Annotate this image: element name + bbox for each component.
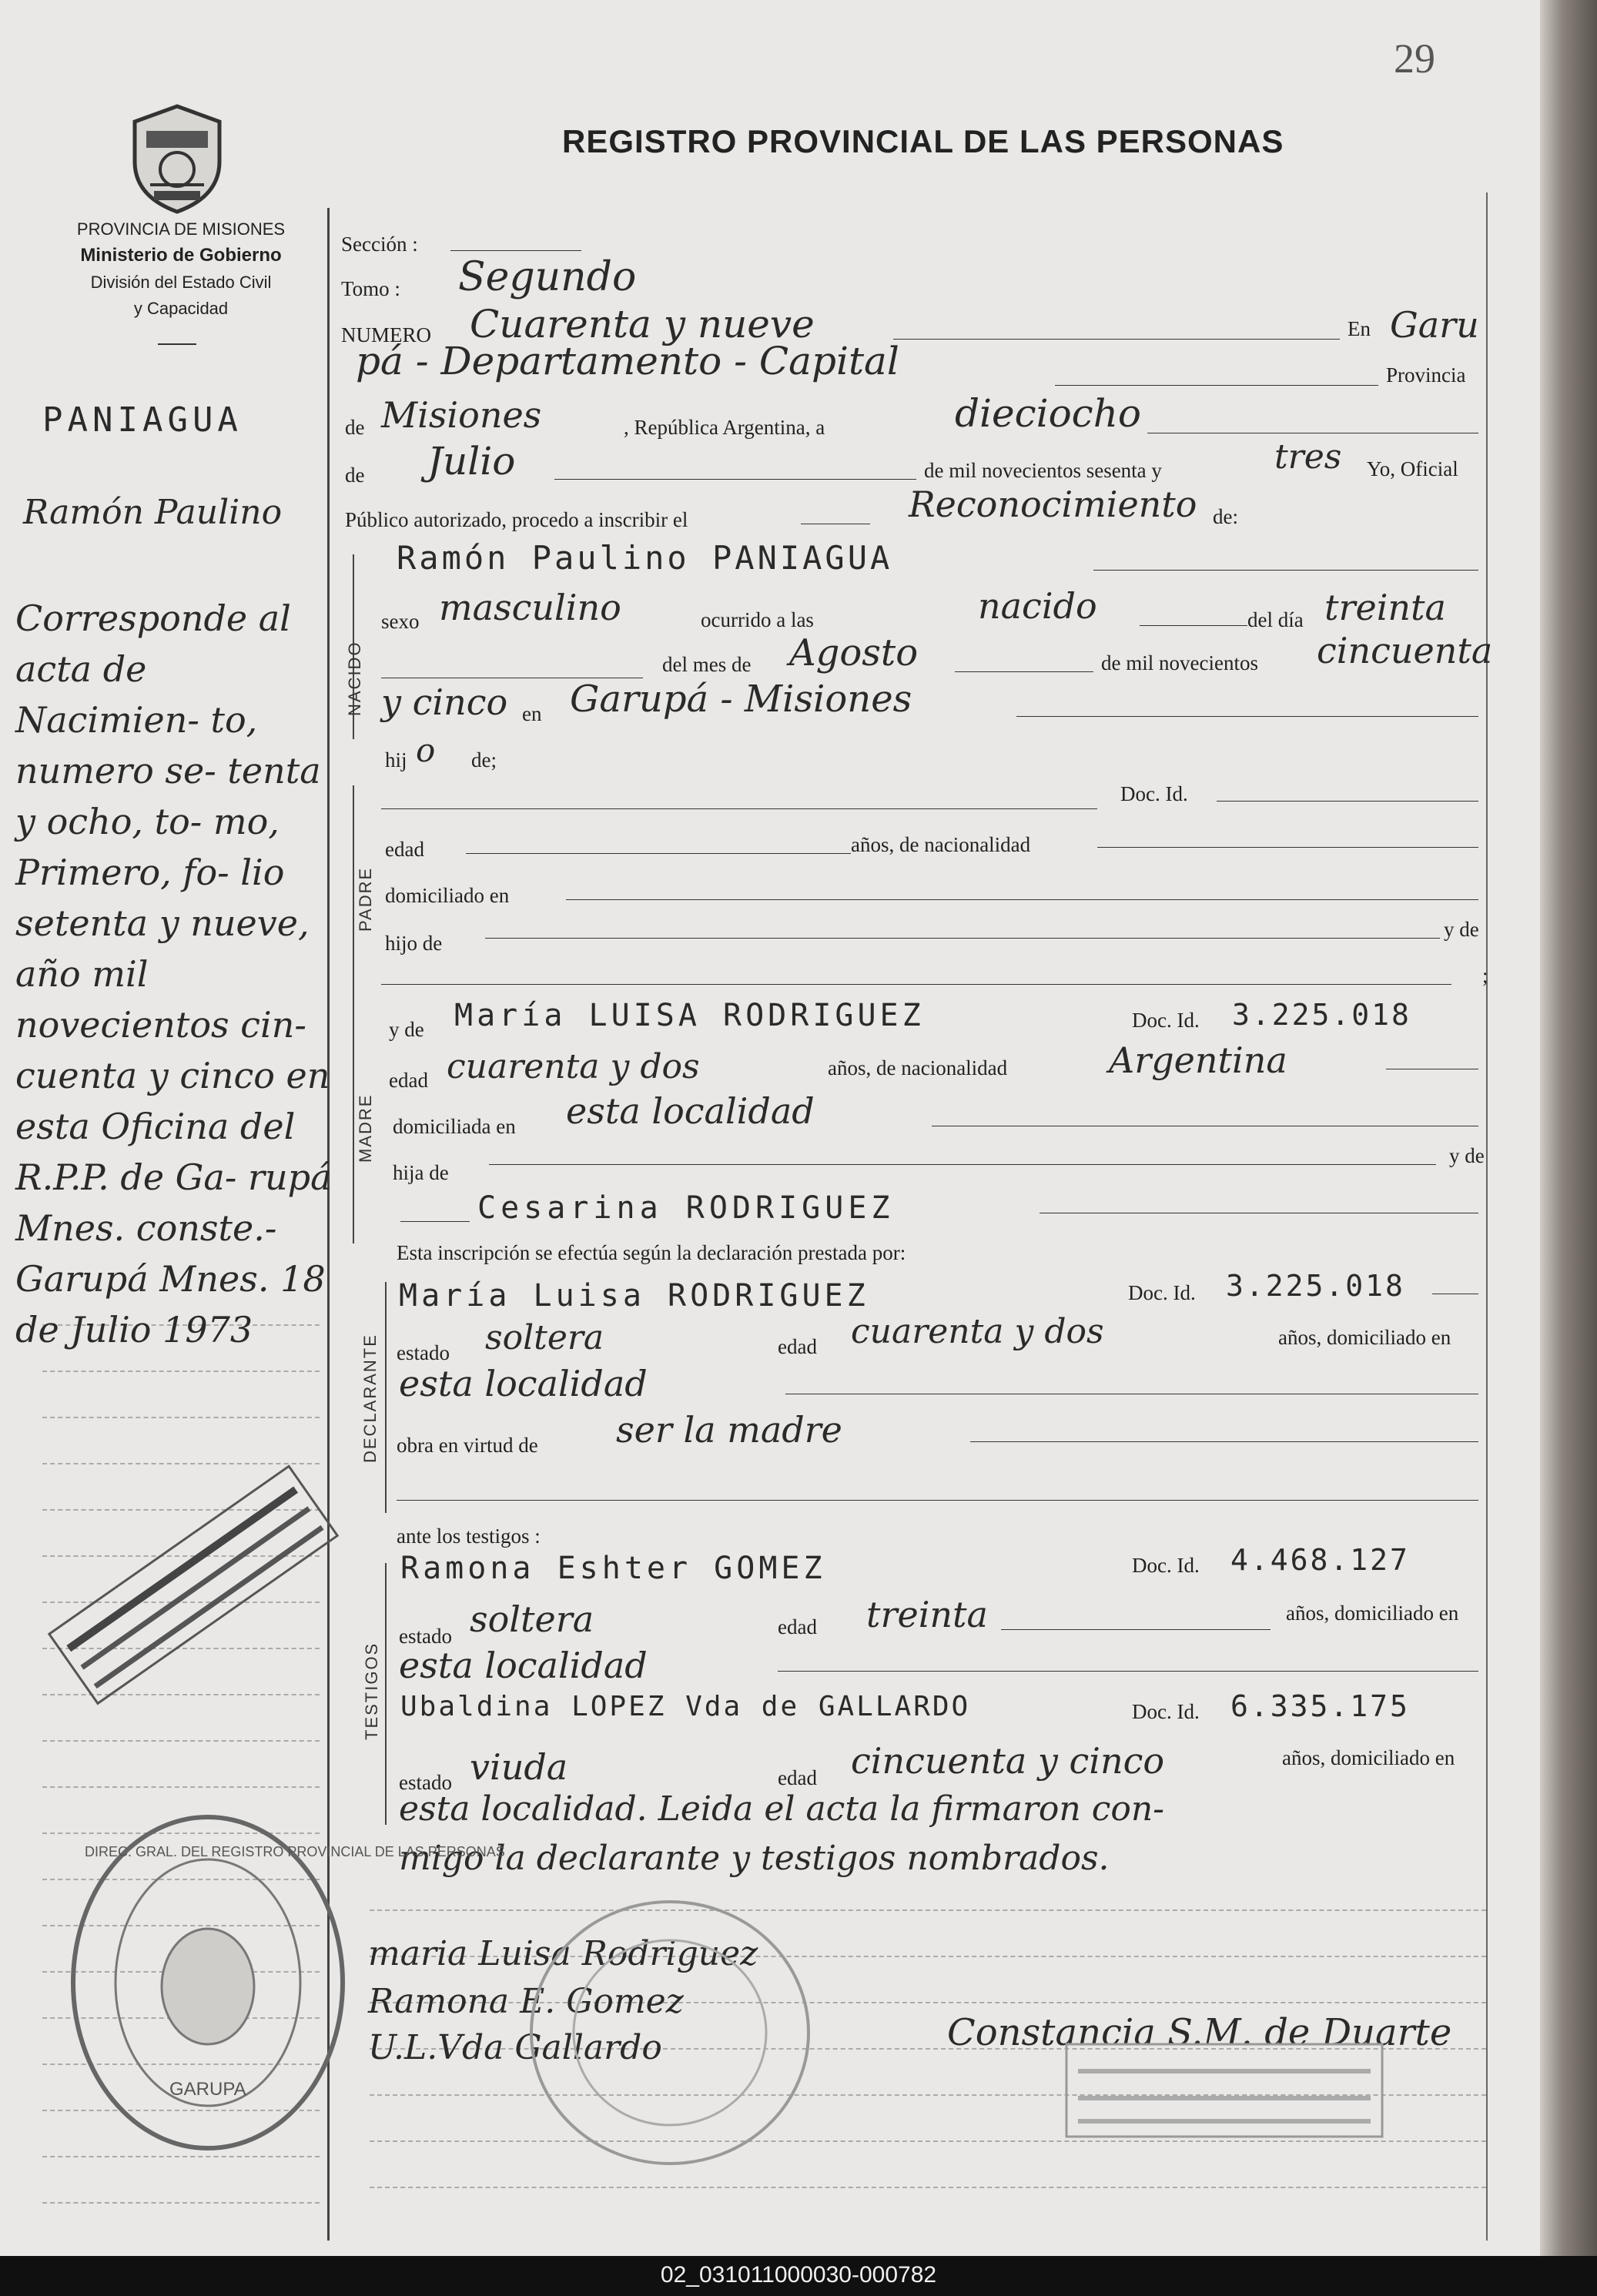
- label-mil-2: de mil novecientos: [1101, 651, 1258, 674]
- value-year: tres: [1274, 437, 1342, 477]
- value-act: Reconocimiento: [909, 484, 1197, 525]
- declarante-label-estado: estado: [397, 1341, 450, 1364]
- madre-label-y-de-2: y de: [1449, 1144, 1485, 1167]
- madre-label-y-de: y de: [389, 1018, 424, 1041]
- margin-stamp-icon: [31, 1432, 339, 1740]
- testigo-2-domicilio: esta localidad. Leida el acta la firmaron con-: [399, 1789, 1165, 1829]
- testigo-2-label-doc: Doc. Id.: [1132, 1700, 1200, 1723]
- testigo-2-doc: 6.335.175: [1230, 1689, 1410, 1723]
- value-place: pá - Departamento - Capital: [356, 339, 899, 383]
- madre-domicilio: esta localidad: [566, 1090, 815, 1132]
- round-stamp-icon: [65, 1809, 350, 2156]
- official-stamp-icon: [1063, 2040, 1386, 2140]
- testigo-2-edad: cincuenta y cinco: [851, 1740, 1165, 1782]
- label-yo: Yo, Oficial: [1367, 457, 1458, 480]
- declarante-name: María Luisa RODRIGUEZ: [399, 1278, 869, 1314]
- value-lugar: Garupá - Misiones: [570, 678, 912, 721]
- madre-doc: 3.225.018: [1232, 998, 1411, 1032]
- value-month: Julio: [427, 439, 516, 484]
- signature-testigo-2: U.L.Vda Gallardo: [368, 2028, 662, 2067]
- margin-annotation: Corresponde al acta de Nacimien- to, numero se- tenta y ocho, to- mo, Primero, fo- lio setenta y nueve, año mil novecientos cin- cuenta y cinco en esta Oficina del R.P.P. de Ga- rupá Mnes. conste.- Garupá Mnes. 18 de Julio 1973: [15, 597, 332, 1350]
- filename-label: 02_031011000030-000782: [660, 2262, 937, 2288]
- testigo-1-label-edad: edad: [778, 1615, 817, 1638]
- madre-label-edad: edad: [389, 1069, 428, 1092]
- header-division: División del Estado Civil: [90, 273, 272, 292]
- declarante-label-anios: años, domiciliado en: [1278, 1326, 1451, 1349]
- label-de-1: de: [345, 416, 365, 439]
- value-anio-2: y cinco: [381, 681, 508, 723]
- header-capacity: y Capacidad: [133, 299, 229, 318]
- declarante-edad: cuarenta y dos: [851, 1312, 1104, 1351]
- testigos-label-ante: ante los testigos :: [397, 1525, 541, 1548]
- signature-declarante: maria Luisa Rodriguez: [368, 1934, 758, 1973]
- signature-testigo-1: Ramona E. Gomez: [368, 1982, 684, 2021]
- padre-semicolon: ;: [1482, 964, 1488, 987]
- madre-name: María LUISA RODRIGUEZ: [454, 998, 925, 1033]
- testigo-2-estado: viuda: [470, 1746, 568, 1788]
- value-sexo: masculino: [439, 587, 621, 628]
- testigo-1-name: Ramona Eshter GOMEZ: [400, 1551, 826, 1586]
- madre-nacionalidad: Argentina: [1109, 1039, 1287, 1081]
- label-republica: , República Argentina, a: [624, 416, 825, 439]
- round-stamp-sub: GARUPA: [169, 2079, 246, 2100]
- value-day: dieciocho: [955, 391, 1141, 436]
- label-de-3: de:: [1213, 505, 1238, 528]
- document-title: REGISTRO PROVINCIAL DE LAS PERSONAS: [562, 123, 1284, 159]
- declarante-domicilio: esta localidad: [399, 1363, 648, 1404]
- section-nacido: NACIDO: [345, 641, 364, 716]
- value-hij: o: [416, 731, 436, 769]
- value-numero: Cuarenta y nueve: [470, 302, 815, 346]
- testigo-1-label-anios: años, domiciliado en: [1286, 1602, 1459, 1625]
- section-declarante: DECLARANTE: [360, 1334, 380, 1463]
- label-de-4: de;: [471, 748, 497, 771]
- label-tomo: Tomo :: [341, 277, 400, 300]
- label-mil: de mil novecientos sesenta y: [924, 459, 1162, 482]
- testigo-2-name: Ubaldina LOPEZ Vda de GALLARDO: [400, 1691, 971, 1722]
- label-en-2: en: [522, 702, 542, 725]
- page-edge: [1540, 0, 1597, 2256]
- declaracion-text: Esta inscripción se efectúa según la declaración prestada por:: [397, 1241, 906, 1264]
- padre-label-y-de: y de: [1444, 918, 1479, 941]
- value-ocurrido: nacido: [978, 585, 1097, 627]
- testigo-1-label-doc: Doc. Id.: [1132, 1554, 1200, 1577]
- testigo-2-label-estado: estado: [399, 1771, 452, 1794]
- value-provincia: Misiones: [381, 394, 542, 436]
- testigo-1-domicilio: esta localidad: [399, 1645, 648, 1686]
- declarante-obra: ser la madre: [616, 1409, 842, 1451]
- center-stamp-icon: [524, 1894, 816, 2171]
- value-mes: Agosto: [789, 631, 919, 674]
- province-crest-icon: [123, 100, 231, 216]
- header-province: PROVINCIA DE MISIONES: [76, 219, 286, 239]
- testigo-1-edad: treinta: [866, 1594, 988, 1635]
- label-provincia: Provincia: [1386, 363, 1466, 387]
- label-del-mes: del mes de: [662, 653, 752, 676]
- madre-label-doc: Doc. Id.: [1132, 1009, 1200, 1032]
- testigo-1-estado: soltera: [470, 1598, 594, 1640]
- value-anio: cincuenta: [1317, 630, 1493, 671]
- round-stamp-text: DIREC. GRAL. DEL REGISTRO PROVINCIAL DE LAS PERSONAS: [85, 1844, 505, 1859]
- value-en: Garu: [1390, 304, 1479, 346]
- padre-label-doc: Doc. Id.: [1120, 782, 1188, 805]
- section-madre: MADRE: [356, 1093, 375, 1163]
- section-padre: PADRE: [356, 866, 375, 932]
- margin-surname: PANIAGUA: [42, 400, 243, 440]
- madre-label-domiciliada: domiciliada en: [393, 1115, 516, 1138]
- padre-label-domiciliado: domiciliado en: [385, 884, 510, 907]
- padre-label-anios: años, de nacionalidad: [851, 833, 1031, 856]
- declarante-estado: soltera: [485, 1318, 604, 1357]
- label-sexo: sexo: [381, 610, 420, 633]
- testigo-1-label-estado: estado: [399, 1625, 452, 1648]
- closing-text: migo la declarante y testigos nombrados.: [399, 1839, 1110, 1878]
- value-dia: treinta: [1324, 587, 1446, 628]
- madre-label-anios: años, de nacionalidad: [828, 1056, 1008, 1079]
- page-number: 29: [1394, 35, 1435, 82]
- label-del-dia: del día: [1247, 608, 1304, 631]
- header-ministry: Ministerio de Gobierno: [80, 245, 282, 266]
- padre-label-edad: edad: [385, 838, 424, 861]
- testigo-2-label-edad: edad: [778, 1766, 817, 1789]
- testigo-2-label-anios: años, domiciliado en: [1282, 1746, 1455, 1769]
- label-numero: NUMERO: [341, 323, 432, 346]
- declarante-label-edad: edad: [778, 1335, 817, 1358]
- label-de-2: de: [345, 464, 365, 487]
- value-tomo: Segundo: [458, 254, 637, 300]
- madre-label-hija-de: hija de: [393, 1161, 449, 1184]
- label-en: En: [1348, 317, 1371, 340]
- declarante-label-doc: Doc. Id.: [1128, 1281, 1196, 1304]
- margin-given-name: Ramón Paulino: [23, 493, 283, 532]
- madre-mother-name: Cesarina RODRIGUEZ: [477, 1190, 895, 1226]
- padre-label-hijo-de: hijo de: [385, 932, 443, 955]
- testigo-1-doc: 4.468.127: [1230, 1543, 1410, 1577]
- declarante-doc: 3.225.018: [1226, 1269, 1405, 1303]
- label-publico: Público autorizado, procedo a inscribir el: [345, 508, 688, 531]
- declarante-label-obra: obra en virtud de: [397, 1434, 538, 1457]
- nacido-name: Ramón Paulino PANIAGUA: [397, 539, 893, 577]
- label-seccion: Sección :: [341, 233, 418, 256]
- signature-official: Constancia S.M. de Duarte: [947, 2011, 1452, 2054]
- section-testigos: TESTIGOS: [362, 1642, 381, 1740]
- madre-edad: cuarenta y dos: [447, 1047, 700, 1086]
- label-hij: hij: [385, 748, 407, 771]
- label-ocurrido: ocurrido a las: [701, 608, 814, 631]
